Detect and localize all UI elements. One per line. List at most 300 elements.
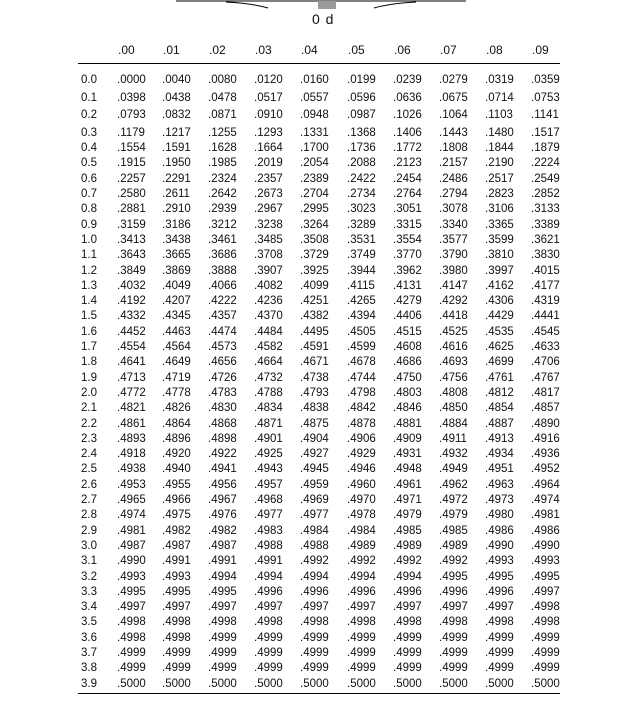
table-cell: .4699 [485, 356, 514, 369]
table-cell: .3944 [347, 264, 376, 277]
table-cell: .4984 [300, 524, 329, 537]
table-cell: .4115 [347, 279, 375, 292]
table-cell: .0636 [393, 92, 422, 105]
table-cell: .2967 [254, 203, 283, 216]
table-cell: .4382 [300, 310, 329, 323]
table-cell: .4998 [162, 616, 191, 629]
table-cell: .2422 [347, 172, 376, 185]
table-cell: .2995 [300, 203, 329, 216]
table-cell: .4535 [485, 325, 514, 338]
table-cell: .4999 [254, 631, 283, 644]
table-cell: .4999 [300, 631, 329, 644]
row-label: 3.6 [81, 631, 97, 644]
table-cell: .0832 [162, 108, 191, 121]
column-header: .05 [348, 43, 365, 57]
table-cell: .4995 [162, 585, 191, 598]
table-cell: .4999 [485, 631, 514, 644]
table-cell: .2257 [117, 172, 146, 185]
table-cell: .4884 [439, 417, 468, 430]
table-cell: .4990 [531, 539, 560, 552]
table-cell: .4940 [162, 463, 191, 476]
table-cell: .4999 [531, 646, 560, 659]
table-cell: .3577 [439, 233, 468, 246]
table-cell: .4207 [162, 295, 191, 308]
table-cell: .3133 [531, 203, 560, 216]
table-cell: .4967 [208, 494, 237, 507]
table-cell: .3264 [300, 218, 329, 231]
table-cell: .4846 [393, 402, 422, 415]
table-cell: .4998 [393, 616, 422, 629]
table-cell: .1517 [531, 126, 560, 139]
table-cell: .3159 [117, 218, 146, 231]
row-label: 2.0 [81, 386, 97, 399]
table-cell: .4474 [208, 325, 237, 338]
table-cell: .4970 [347, 494, 376, 507]
table-cell: .4982 [162, 524, 191, 537]
table-row [0, 309, 639, 324]
table-cell: .4999 [393, 646, 422, 659]
table-cell: .4706 [531, 356, 560, 369]
table-cell: .4996 [393, 585, 422, 598]
table-cell: .1700 [300, 142, 329, 155]
table-row [0, 570, 639, 585]
table-cell: .4788 [254, 386, 283, 399]
table-cell: .3106 [485, 203, 514, 216]
column-header: .06 [394, 43, 411, 57]
table-cell: .5000 [208, 677, 237, 690]
table-cell: .4934 [485, 448, 514, 461]
table-cell: .0793 [117, 108, 146, 121]
table-cell: .4999 [439, 646, 468, 659]
table-cell: .4991 [208, 555, 237, 568]
table-cell: .4838 [300, 402, 329, 415]
table-cell: .4826 [162, 402, 191, 415]
table-cell: .4988 [254, 539, 283, 552]
table-cell: .4834 [254, 402, 283, 415]
table-cell: .4945 [300, 463, 329, 476]
table-cell: .4719 [162, 371, 191, 384]
table-cell: .4616 [439, 341, 468, 354]
table-cell: .4671 [300, 356, 329, 369]
table-row [0, 218, 639, 233]
table-cell: .4997 [439, 601, 468, 614]
table-cell: .4871 [254, 417, 283, 430]
table-cell: .0948 [300, 108, 329, 121]
table-cell: .0000 [117, 74, 146, 86]
row-label: 3.0 [81, 539, 97, 552]
table-row [0, 172, 639, 187]
table-cell: .4925 [254, 448, 283, 461]
table-cell: .4998 [254, 616, 283, 629]
table-cell: .4015 [531, 264, 560, 277]
table-cell: .4993 [485, 555, 514, 568]
table-cell: .5000 [162, 677, 191, 690]
table-cell: .3389 [531, 218, 560, 231]
table-cell: .0987 [347, 108, 376, 121]
table-row [0, 108, 639, 123]
table-cell: .4032 [117, 279, 146, 292]
table-cell: .4996 [439, 585, 468, 598]
table-cell: .3830 [531, 249, 560, 262]
table-row [0, 554, 639, 569]
table-cell: .4994 [254, 570, 283, 583]
table-cell: .2157 [439, 157, 468, 170]
table-cell: .4505 [347, 325, 376, 338]
table-cell: .4936 [531, 448, 560, 461]
row-label: 0.1 [81, 92, 97, 105]
table-cell: .4997 [485, 601, 514, 614]
table-cell: .4463 [162, 325, 191, 338]
table-cell: .4641 [117, 356, 146, 369]
table-cell: .4997 [162, 601, 191, 614]
table-row [0, 615, 639, 630]
row-label: 2.5 [81, 463, 97, 476]
column-header: .00 [118, 43, 135, 57]
table-cell: .4999 [347, 662, 376, 675]
column-header: .09 [532, 43, 549, 57]
table-cell: .4999 [162, 646, 191, 659]
table-cell: .4525 [439, 325, 468, 338]
table-cell: .4987 [117, 539, 146, 552]
table-cell: .4998 [117, 616, 146, 629]
row-label: 0.8 [81, 203, 97, 216]
table-row [0, 187, 639, 202]
table-cell: .3962 [393, 264, 422, 277]
table-cell: .4999 [531, 662, 560, 675]
table-cell: .3925 [300, 264, 329, 277]
table-cell: .4693 [439, 356, 468, 369]
row-label: 1.0 [81, 233, 97, 246]
table-cell: .0319 [485, 74, 514, 86]
table-row [0, 661, 639, 676]
table-cell: .4996 [485, 585, 514, 598]
table-cell: .2123 [393, 157, 422, 170]
table-cell: .4998 [300, 616, 329, 629]
table-cell: .4452 [117, 325, 146, 338]
table-cell: .4890 [531, 417, 560, 430]
table-cell: .0478 [208, 92, 237, 105]
row-label: 0.7 [81, 188, 97, 201]
table-cell: .3186 [162, 218, 191, 231]
table-cell: .3461 [208, 233, 237, 246]
table-cell: .4997 [300, 601, 329, 614]
table-cell: .4988 [300, 539, 329, 552]
table-cell: .4817 [531, 386, 560, 399]
table-cell: .1664 [254, 142, 283, 155]
table-cell: .4999 [162, 662, 191, 675]
row-label: 2.8 [81, 509, 97, 522]
table-cell: .0753 [531, 92, 560, 105]
table-cell: .1368 [347, 126, 376, 139]
table-cell: .4744 [347, 371, 376, 384]
table-cell: .5000 [254, 677, 283, 690]
column-header-row [0, 43, 639, 59]
table-cell: .0517 [254, 92, 283, 105]
table-cell: .2704 [300, 188, 329, 201]
table-cell: .4999 [300, 662, 329, 675]
table-cell: .4992 [300, 555, 329, 568]
table-cell: .4909 [393, 432, 422, 445]
table-cell: .1141 [531, 108, 559, 121]
table-cell: .4738 [300, 371, 329, 384]
table-cell: .4999 [117, 662, 146, 675]
table-cell: .4989 [439, 539, 468, 552]
table-row [0, 233, 639, 248]
table-cell: .5000 [393, 677, 422, 690]
table-cell: .4999 [347, 646, 376, 659]
table-row [0, 141, 639, 156]
table-cell: .4996 [347, 585, 376, 598]
row-label: 1.4 [81, 295, 97, 308]
table-cell: .4370 [254, 310, 283, 323]
table-row [0, 248, 639, 263]
table-cell: .3686 [208, 249, 237, 262]
table-cell: .4830 [208, 402, 237, 415]
table-cell: .4495 [300, 325, 329, 338]
table-cell: .4265 [347, 295, 376, 308]
table-cell: .3810 [485, 249, 514, 262]
table-cell: .1255 [208, 126, 237, 139]
table-cell: .4995 [485, 570, 514, 583]
table-cell: .1103 [485, 108, 513, 121]
table-cell: .4957 [254, 478, 283, 491]
table-row [0, 677, 639, 692]
row-label: 1.2 [81, 264, 97, 277]
row-label: 2.3 [81, 432, 97, 445]
table-cell: .4968 [254, 494, 283, 507]
table-cell: .3365 [485, 218, 514, 231]
curve-right-arc [374, 2, 416, 8]
table-row [0, 340, 639, 355]
table-cell: .4904 [300, 432, 329, 445]
table-cell: .4965 [117, 494, 146, 507]
table-cell: .2939 [208, 203, 237, 216]
table-cell: .3980 [439, 264, 468, 277]
row-label: 2.2 [81, 417, 97, 430]
table-cell: .2794 [439, 188, 468, 201]
table-cell: .4251 [300, 295, 329, 308]
table-cell: .4798 [347, 386, 376, 399]
row-label: 2.9 [81, 524, 97, 537]
row-label: 1.8 [81, 356, 97, 369]
table-cell: .4992 [347, 555, 376, 568]
table-row [0, 493, 639, 508]
table-row [0, 355, 639, 370]
table-cell: .1808 [439, 142, 468, 155]
table-cell: .2389 [300, 172, 329, 185]
table-cell: .4306 [485, 295, 514, 308]
table-cell: .4875 [300, 417, 329, 430]
table-cell: .4999 [439, 662, 468, 675]
table-cell: .4147 [439, 279, 468, 292]
table-cell: .1179 [117, 126, 145, 139]
table-row [0, 462, 639, 477]
table-cell: .1772 [393, 142, 422, 155]
table-cell: .1985 [208, 157, 237, 170]
table-cell: .4332 [117, 310, 146, 323]
table-cell: .4441 [531, 310, 560, 323]
table-cell: .2881 [117, 203, 146, 216]
table-cell: .4515 [393, 325, 422, 338]
table-cell: .4978 [347, 509, 376, 522]
table-cell: .4850 [439, 402, 468, 415]
table-cell: .4998 [531, 616, 560, 629]
table-cell: .3315 [393, 218, 422, 231]
table-cell: .3643 [117, 249, 146, 262]
table-cell: .4998 [208, 616, 237, 629]
table-cell: .4927 [300, 448, 329, 461]
table-row [0, 202, 639, 217]
table-cell: .3238 [254, 218, 283, 231]
table-row [0, 646, 639, 661]
table-cell: .4994 [208, 570, 237, 583]
table-cell: .4901 [254, 432, 283, 445]
row-label: 1.6 [81, 325, 97, 338]
table-cell: .4878 [347, 417, 376, 430]
row-label: 0.4 [81, 142, 97, 155]
row-label: 3.4 [81, 601, 97, 614]
table-cell: .2517 [485, 172, 514, 185]
table-cell: .4943 [254, 463, 283, 476]
table-cell: .5000 [439, 677, 468, 690]
table-cell: .4999 [485, 662, 514, 675]
table-cell: .4962 [439, 478, 468, 491]
table-cell: .4990 [485, 539, 514, 552]
table-cell: .1217 [162, 126, 191, 139]
table-cell: .0120 [254, 74, 283, 86]
table-cell: .4974 [531, 494, 560, 507]
table-cell: .3485 [254, 233, 283, 246]
table-cell: .4887 [485, 417, 514, 430]
table-cell: .5000 [117, 677, 146, 690]
table-cell: .4972 [439, 494, 468, 507]
table-cell: .0279 [439, 74, 468, 86]
table-cell: .0080 [208, 74, 237, 86]
table-cell: .2764 [393, 188, 422, 201]
table-cell: .4998 [347, 616, 376, 629]
table-cell: .3340 [439, 218, 468, 231]
table-cell: .3790 [439, 249, 468, 262]
table-cell: .3729 [300, 249, 329, 262]
table-cell: .4995 [439, 570, 468, 583]
table-cell: .4292 [439, 295, 468, 308]
table-cell: .0398 [117, 92, 146, 105]
table-cell: .1554 [117, 142, 146, 155]
table-cell: .3997 [485, 264, 514, 277]
table-cell: .4994 [347, 570, 376, 583]
row-label: 0.0 [81, 74, 97, 86]
table-cell: .4941 [208, 463, 237, 476]
table-row [0, 539, 639, 554]
table-cell: .4861 [117, 417, 146, 430]
table-cell: .3051 [393, 203, 422, 216]
row-label: 1.1 [81, 249, 97, 262]
table-cell: .4649 [162, 356, 191, 369]
table-cell: .4999 [439, 631, 468, 644]
table-row [0, 432, 639, 447]
table-cell: .4564 [162, 341, 191, 354]
table-cell: .3621 [531, 233, 560, 246]
axis-label: 0 d [312, 11, 335, 27]
table-cell: .4959 [300, 478, 329, 491]
table-cell: .4999 [393, 662, 422, 675]
table-cell: .4906 [347, 432, 376, 445]
table-cell: .4981 [531, 509, 560, 522]
table-cell: .4896 [162, 432, 191, 445]
table-cell: .0714 [485, 92, 514, 105]
table-cell: .3708 [254, 249, 283, 262]
table-cell: .1480 [485, 126, 514, 139]
table-cell: .4999 [485, 646, 514, 659]
table-cell: .4998 [117, 631, 146, 644]
table-cell: .4993 [531, 555, 560, 568]
table-row [0, 508, 639, 523]
table-cell: .5000 [485, 677, 514, 690]
table-cell: .0438 [162, 92, 191, 105]
table-cell: .3665 [162, 249, 191, 262]
table-cell: .4998 [485, 616, 514, 629]
table-cell: .4554 [117, 341, 146, 354]
table-row [0, 447, 639, 462]
table-row [0, 264, 639, 279]
table-cell: .3078 [439, 203, 468, 216]
column-header: .07 [440, 43, 457, 57]
table-cell: .4956 [208, 478, 237, 491]
table-cell: .4993 [162, 570, 191, 583]
table-cell: .4999 [531, 631, 560, 644]
table-cell: .4997 [254, 601, 283, 614]
table-cell: .4842 [347, 402, 376, 415]
table-cell: .4998 [162, 631, 191, 644]
table-row [0, 600, 639, 615]
column-header: .03 [255, 43, 272, 57]
table-cell: .4997 [208, 601, 237, 614]
table-cell: .4772 [117, 386, 146, 399]
table-cell: .4986 [485, 524, 514, 537]
table-cell: .4977 [300, 509, 329, 522]
table-cell: .4599 [347, 341, 376, 354]
table-cell: .4982 [208, 524, 237, 537]
row-label: 2.4 [81, 448, 97, 461]
table-cell: .2088 [347, 157, 376, 170]
table-cell: .4664 [254, 356, 283, 369]
table-cell: .4979 [439, 509, 468, 522]
table-cell: .4929 [347, 448, 376, 461]
table-cell: .2019 [254, 157, 283, 170]
table-cell: .2852 [531, 188, 560, 201]
table-cell: .4713 [117, 371, 146, 384]
table-cell: .4985 [439, 524, 468, 537]
table-cell: .4971 [393, 494, 422, 507]
table-cell: .1026 [393, 108, 422, 121]
table-cell: .2823 [485, 188, 514, 201]
row-label: 0.3 [81, 126, 97, 139]
table-cell: .2611 [162, 188, 190, 201]
normal-table-body [0, 73, 639, 692]
table-cell: .0359 [531, 74, 560, 86]
table-cell: .4236 [254, 295, 283, 308]
table-cell: .4854 [485, 402, 514, 415]
table-row [0, 631, 639, 646]
table-cell: .4394 [347, 310, 376, 323]
table-cell: .4980 [485, 509, 514, 522]
table-cell: .5000 [300, 677, 329, 690]
table-cell: .1950 [162, 157, 191, 170]
table-cell: .4960 [347, 478, 376, 491]
table-cell: .4997 [117, 601, 146, 614]
table-cell: .3438 [162, 233, 191, 246]
table-cell: .4918 [117, 448, 146, 461]
